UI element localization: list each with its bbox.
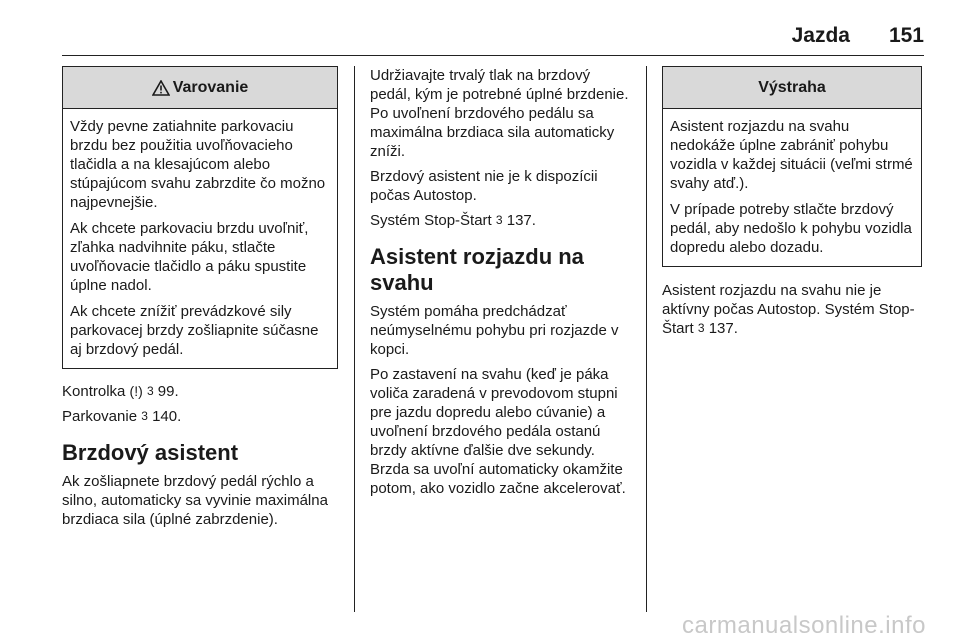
paragraph: Udržiavajte trvalý tlak na brzdový pedál, kým je potrebné úplné brzdenie. Po uvoľnení brzdového pedálu sa maximálna brzdiaca sila automaticky zníži. — [370, 67, 629, 160]
brake-lamp-icon: (!) — [129, 383, 143, 399]
caution-paragraph: Asistent rozjazdu na svahu nedokáže úplne zabrániť pohybu vozidla v každej situácii (veľmi strmé svahy atď.). — [670, 118, 913, 192]
paragraph: Systém pomáha predchádzať neúmyselnému pohybu pri rozjazde v kopci. — [370, 303, 619, 358]
page-ref-number: 140. — [152, 408, 182, 425]
caution-box-title: Výstraha — [758, 78, 826, 96]
hill-assist-autostop-note: Asistent rozjazdu na svahu nie je aktívny počas Autostop. Systém Stop-Štart 3 137. — [662, 282, 915, 337]
column-divider-2 — [646, 66, 647, 612]
page-header — [0, 24, 960, 54]
caution-box — [662, 66, 922, 267]
column-divider-1 — [354, 66, 355, 612]
warning-triangle-icon — [152, 80, 170, 96]
column-3 — [662, 66, 922, 344]
watermark: carmanualsonline.info — [682, 612, 926, 639]
crossref-parking: Parkovanie 3 140. — [62, 408, 182, 425]
warning-box-header — [63, 67, 337, 109]
paragraph: Brzdový asistent nie je k dispozícii počas Autostop. — [370, 168, 598, 204]
page-ref-number: 137. — [506, 212, 536, 229]
caution-box-header — [663, 67, 921, 109]
page-ref-arrow-icon: 3 — [495, 213, 503, 227]
warning-box-title: Varovanie — [172, 78, 249, 96]
warning-box — [62, 66, 338, 369]
crossref-warning-lamp: Kontrolka (!) 3 99. — [62, 383, 179, 400]
crossref-stop-start: Systém Stop-Štart 3 137. — [370, 212, 536, 229]
page-number: 151 — [888, 24, 924, 47]
brake-assist-paragraph: Ak zošliapnete brzdový pedál rýchlo a silno, automaticky sa vyvinie maximálna brzdiaca sila (úplné zabrzdenie). — [62, 473, 328, 528]
section-title: Jazda — [791, 24, 850, 47]
page-ref-number: 99. — [157, 383, 179, 400]
warning-box-body — [63, 109, 337, 368]
page-ref-arrow-icon: 3 — [141, 409, 148, 423]
page-ref-arrow-icon: 3 — [697, 321, 705, 335]
warning-paragraph: Ak chcete parkovaciu brzdu uvoľniť, zľahka nadvihnite páku, stlačte uvoľňovacie tlačidlo a páku spustite úplne nadol. — [70, 220, 309, 294]
paragraph: Po zastavení na svahu (keď je páka voliča zaradená v prevodovom stupni pre jazdu dopredu alebo cúvanie) a uvoľnení brzdového pedála ostanú brzdy aktívne ďalšie dve sekundy. Brzda sa uvoľní automaticky okamžite potom, ako vozidlo začne akcelerovať. — [370, 366, 626, 497]
warning-paragraph: Ak chcete znížiť prevádzkové sily parkovacej brzdy zošliapnite súčasne aj brzdový pedál. — [70, 303, 319, 358]
header-rule — [62, 55, 924, 56]
column-2 — [370, 66, 634, 504]
caution-paragraph: V prípade potreby stlačte brzdový pedál, aby nedošlo k pohybu vozidla dopredu alebo dozadu. — [670, 201, 912, 256]
heading-hill-start-assist: Asistent rozjazdu na svahu — [370, 244, 584, 295]
caution-box-body — [663, 109, 921, 266]
page-ref-number: 137. — [708, 320, 738, 337]
page-ref-arrow-icon: 3 — [146, 384, 154, 398]
heading-brake-assist: Brzdový asistent — [62, 440, 239, 465]
warning-paragraph: Vždy pevne zatiahnite parkovaciu brzdu bez použitia uvoľňovacieho tlačidla a na klesajúcom alebo stúpajúcom svahu zabrzdite čo možno najpevnejšie. — [70, 118, 326, 211]
column-1 — [62, 66, 338, 535]
